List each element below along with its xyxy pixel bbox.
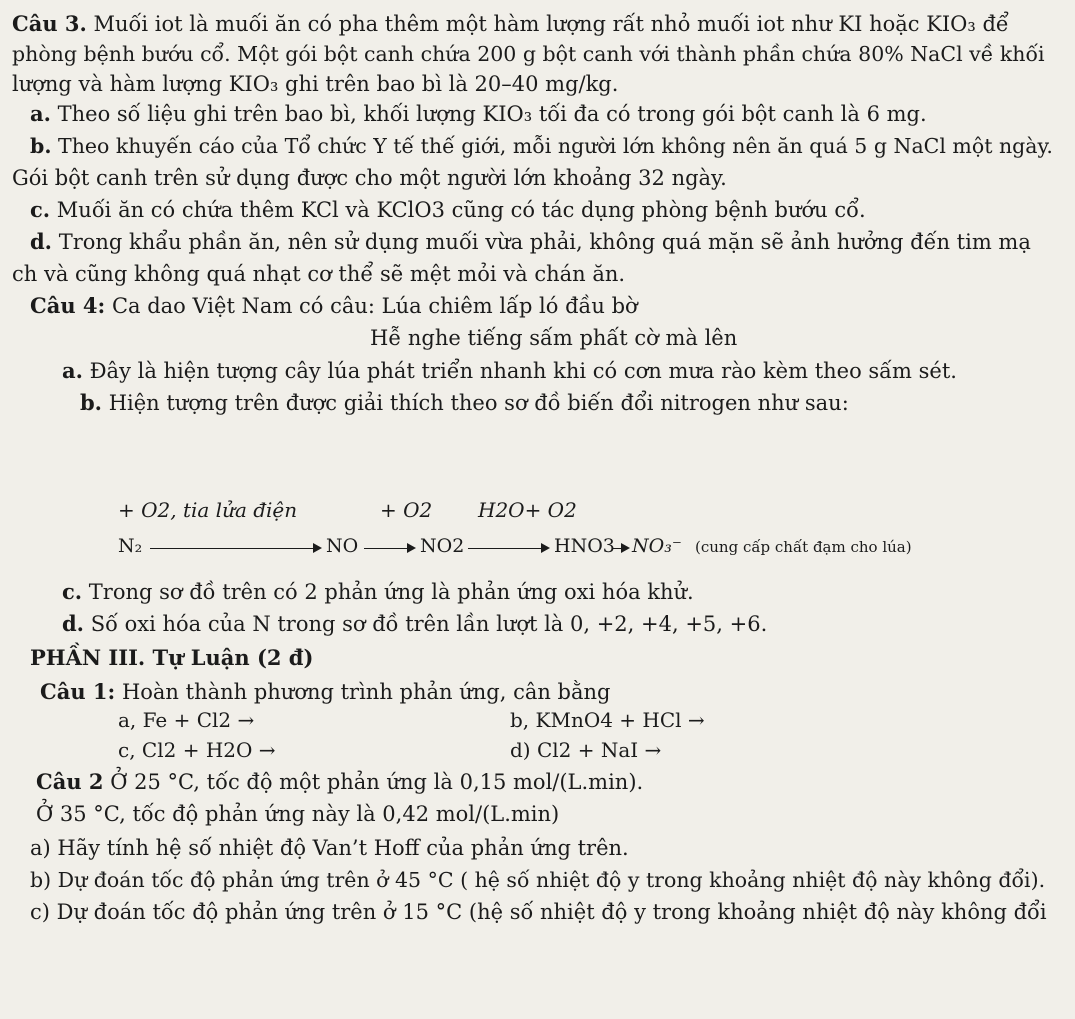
q3-line-1 bbox=[12, 10, 1009, 38]
q3-b-label: b. bbox=[30, 134, 52, 158]
part3-q2-title: Câu 2 bbox=[36, 769, 104, 794]
q3-d-text: Trong khẩu phần ăn, nên sử dụng muối vừa phải, không quá mặn sẽ ảnh hưởng đến tim mạ bbox=[58, 230, 1031, 254]
q4-c-label: c. bbox=[62, 579, 83, 604]
q3-d-label: d. bbox=[30, 229, 52, 254]
reaction-c: c, Cl2 + H2O → bbox=[118, 738, 276, 762]
species-no3: NO₃⁻ bbox=[632, 535, 682, 557]
species-hno3: HNO3 bbox=[554, 535, 615, 557]
q4-d-text: Số oxi hóa của N trong sơ đồ trên lần lượt là 0, +2, +4, +5, +6. bbox=[90, 612, 768, 636]
nitrogen-diagram bbox=[110, 498, 1050, 578]
part3-q2-b: b) Dự đoán tốc độ phản ứng trên ở 45 °C ( hệ số nhiệt độ y trong khoảng nhiệt độ này không đổi). bbox=[30, 868, 1046, 892]
q4-b-text: Hiện tượng trên được giải thích theo sơ đồ biến đổi nitrogen như sau: bbox=[108, 391, 849, 415]
q4-b-label: b. bbox=[80, 390, 102, 415]
q3-intro-2: phòng bệnh bướu cổ. Một gói bột canh chứa 200 g bột canh với thành phần chứa 80% NaCl về khối bbox=[12, 42, 1045, 66]
q4-c-text: Trong sơ đồ trên có 2 phản ứng là phản ứng oxi hóa khử. bbox=[88, 580, 694, 604]
q3-a-text: Theo số liệu ghi trên bao bì, khối lượng KIO₃ tối đa có trong gói bột canh là 6 mg. bbox=[57, 102, 927, 126]
q4-option-b bbox=[80, 389, 849, 417]
reaction-b: b, KMnO4 + HCl → bbox=[510, 708, 705, 732]
q4-option-c bbox=[62, 578, 694, 606]
arrow-hno3-no3 bbox=[612, 548, 628, 549]
part3-q2-a: a) Hãy tính hệ số nhiệt độ Van’t Hoff của phản ứng trên. bbox=[30, 836, 629, 860]
arrow-no2-hno3 bbox=[468, 548, 548, 549]
q3-option-a bbox=[30, 100, 927, 128]
q3-intro-3: lượng và hàm lượng KIO₃ ghi trên bao bì là 20–40 mg/kg. bbox=[12, 72, 619, 96]
species-no2: NO2 bbox=[420, 535, 465, 557]
q3-option-c bbox=[30, 196, 866, 224]
species-n2: N₂ bbox=[118, 535, 143, 557]
q3-a-label: a. bbox=[30, 101, 51, 126]
part3-q1 bbox=[40, 678, 610, 706]
part3-q2-line-1 bbox=[36, 768, 643, 796]
q4-line-1 bbox=[30, 292, 638, 320]
q4-a-label: a. bbox=[62, 358, 83, 383]
q3-intro-1: Muối iot là muối ăn có pha thêm một hàm lượng rất nhỏ muối iot như KI hoặc KIO₃ để bbox=[93, 12, 1009, 36]
q4-a-text: Đây là hiện tượng cây lúa phát triển nhanh khi có cơn mưa rào kèm theo sấm sét. bbox=[89, 359, 957, 383]
q3-d-text-2: ch và cũng không quá nhạt cơ thể sẽ mệt mỏi và chán ăn. bbox=[12, 262, 626, 286]
q4-option-a bbox=[62, 357, 957, 385]
part3-q1-title: Câu 1: bbox=[40, 679, 116, 704]
q3-option-d bbox=[30, 228, 1031, 256]
part3-q2-text-1: Ở 25 °C, tốc độ một phản ứng là 0,15 mol/(L.min). bbox=[110, 770, 644, 794]
part3-q1-text: Hoàn thành phương trình phản ứng, cân bằng bbox=[121, 680, 611, 704]
part3-title: PHẦN III. Tự Luận (2 đ) bbox=[30, 645, 314, 670]
condition-h2o-o2: H2O+ O2 bbox=[478, 498, 577, 522]
diagram-note: (cung cấp chất đạm cho lúa) bbox=[695, 538, 912, 556]
part3-q2-c: c) Dự đoán tốc độ phản ứng trên ở 15 °C (hệ số nhiệt độ y trong khoảng nhiệt độ này không đổi bbox=[30, 900, 1047, 924]
q3-title: Câu 3. bbox=[12, 11, 87, 36]
q3-b-text-2: Gói bột canh trên sử dụng được cho một người lớn khoảng 32 ngày. bbox=[12, 166, 727, 190]
arrow-n2-no bbox=[150, 548, 320, 549]
arrow-no-no2 bbox=[364, 548, 414, 549]
q4-intro: Ca dao Việt Nam có câu: Lúa chiêm lấp ló đầu bờ bbox=[111, 294, 638, 318]
q3-option-b bbox=[30, 132, 1053, 160]
q4-option-d bbox=[62, 610, 767, 638]
q4-title: Câu 4: bbox=[30, 293, 106, 318]
part3-q2-line-2: Ở 35 °C, tốc độ phản ứng này là 0,42 mol/(L.min) bbox=[36, 802, 560, 826]
species-no: NO bbox=[326, 535, 359, 557]
q3-b-text: Theo khuyến cáo của Tổ chức Y tế thế giới, mỗi người lớn không nên ăn quá 5 g NaCl một ngày. bbox=[58, 134, 1053, 158]
q3-c-label: c. bbox=[30, 197, 51, 222]
q3-c-text: Muối ăn có chứa thêm KCl và KClO3 cũng có tác dụng phòng bệnh bướu cổ. bbox=[56, 198, 866, 222]
reaction-d: d) Cl2 + NaI → bbox=[510, 738, 662, 762]
reaction-a: a, Fe + Cl2 → bbox=[118, 708, 255, 732]
q4-d-label: d. bbox=[62, 611, 84, 636]
condition-o2: + O2 bbox=[380, 498, 433, 522]
condition-o2-lightning: + O2, tia lửa điện bbox=[118, 498, 298, 522]
q4-verse-2: Hễ nghe tiếng sấm phất cờ mà lên bbox=[370, 326, 738, 350]
